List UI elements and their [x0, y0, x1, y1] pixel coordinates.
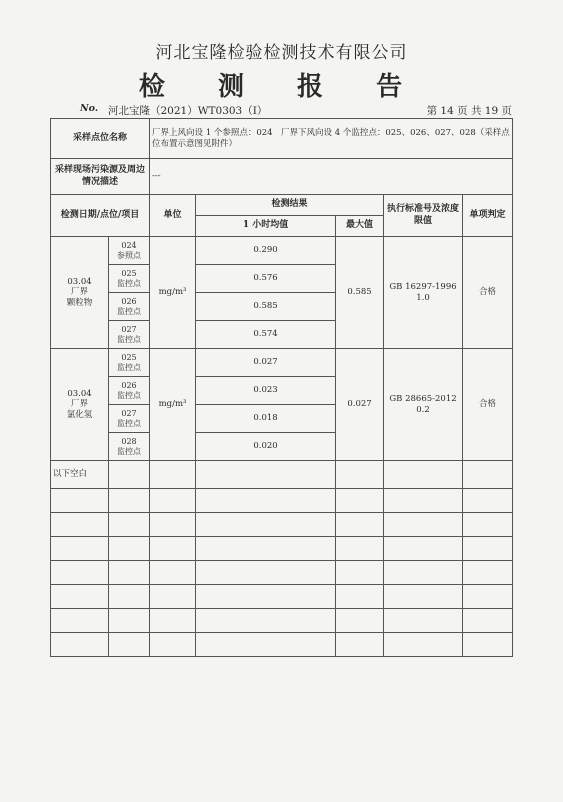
point-cell: 025 监控点: [109, 349, 150, 377]
col-standard: 执行标准号及浓度限值: [384, 195, 463, 237]
col-date-point-item: 检测日期/点位/项目: [51, 195, 150, 237]
hourly-value: 0.574: [196, 321, 336, 349]
group-item: 氯化氢: [66, 409, 93, 420]
hourly-value: 0.018: [196, 405, 336, 433]
pollution-label: 采样现场污染源及周边情况描述: [51, 159, 150, 195]
point-cell: 025 监控点: [109, 265, 150, 293]
location-value: 厂界上风向设 1 个参照点：024 厂界下风向设 4 个监控点：025、026、027、028（采样点位布置示意图见附件）: [150, 119, 513, 159]
table-row: [51, 489, 513, 513]
hourly-value: 0.290: [196, 237, 336, 265]
table-row: [51, 561, 513, 585]
blank-note: 以下空白: [51, 461, 109, 489]
point-cell: 024 参照点: [109, 237, 150, 265]
point-cell: 027 监控点: [109, 405, 150, 433]
hourly-value: 0.020: [196, 433, 336, 461]
col-hourly: 1 小时均值: [196, 216, 336, 237]
table-row: [51, 513, 513, 537]
page-info: 第 14 页 共 19 页: [426, 105, 512, 117]
judgement-cell: 合格: [463, 237, 513, 349]
hourly-value: 0.585: [196, 293, 336, 321]
unit-cell: mg/m³: [150, 349, 196, 461]
table-row: [51, 349, 513, 377]
group-label: [51, 237, 109, 349]
report-no-label: No.: [80, 103, 99, 114]
point-cell: 028 监控点: [109, 433, 150, 461]
standard-cell: GB 16297-1996 1.0: [384, 237, 463, 349]
pollution-value: ---: [150, 159, 513, 195]
table-row: [51, 237, 513, 265]
point-cell: 027 监控点: [109, 321, 150, 349]
max-value: 0.027: [336, 349, 384, 461]
report-title: 检 测 报 告: [138, 72, 425, 102]
point-cell: 026 监控点: [109, 377, 150, 405]
unit-cell: mg/m³: [150, 237, 196, 349]
hourly-value: 0.027: [196, 349, 336, 377]
location-label: 采样点位名称: [51, 119, 150, 159]
judgement-cell: 合格: [463, 349, 513, 461]
col-result: 检测结果: [196, 195, 384, 216]
col-max: 最大值: [336, 216, 384, 237]
company-name: 河北宝隆检验检测技术有限公司: [155, 43, 408, 63]
col-judgement: 单项判定: [463, 195, 513, 237]
table-row: [51, 461, 513, 489]
standard-cell: GB 28665-2012 0.2: [384, 349, 463, 461]
table-row: [51, 609, 513, 633]
table-row: [51, 585, 513, 609]
group-location: 厂界: [70, 287, 88, 298]
group-date: 03.04: [67, 276, 92, 287]
table-row: [51, 537, 513, 561]
point-cell: 026 监控点: [109, 293, 150, 321]
report-meta: [50, 103, 512, 117]
group-item: 颗粒物: [66, 297, 93, 308]
max-value: 0.585: [336, 237, 384, 349]
table-row: [51, 633, 513, 657]
group-location: 厂界: [70, 399, 88, 410]
group-date: 03.04: [67, 388, 92, 399]
group-label: [51, 349, 109, 461]
hourly-value: 0.023: [196, 377, 336, 405]
hourly-value: 0.576: [196, 265, 336, 293]
report-number: 河北宝隆（2021）WT0303（Ⅰ）: [108, 105, 268, 117]
report-table: [50, 118, 513, 657]
col-unit: 单位: [150, 195, 196, 237]
